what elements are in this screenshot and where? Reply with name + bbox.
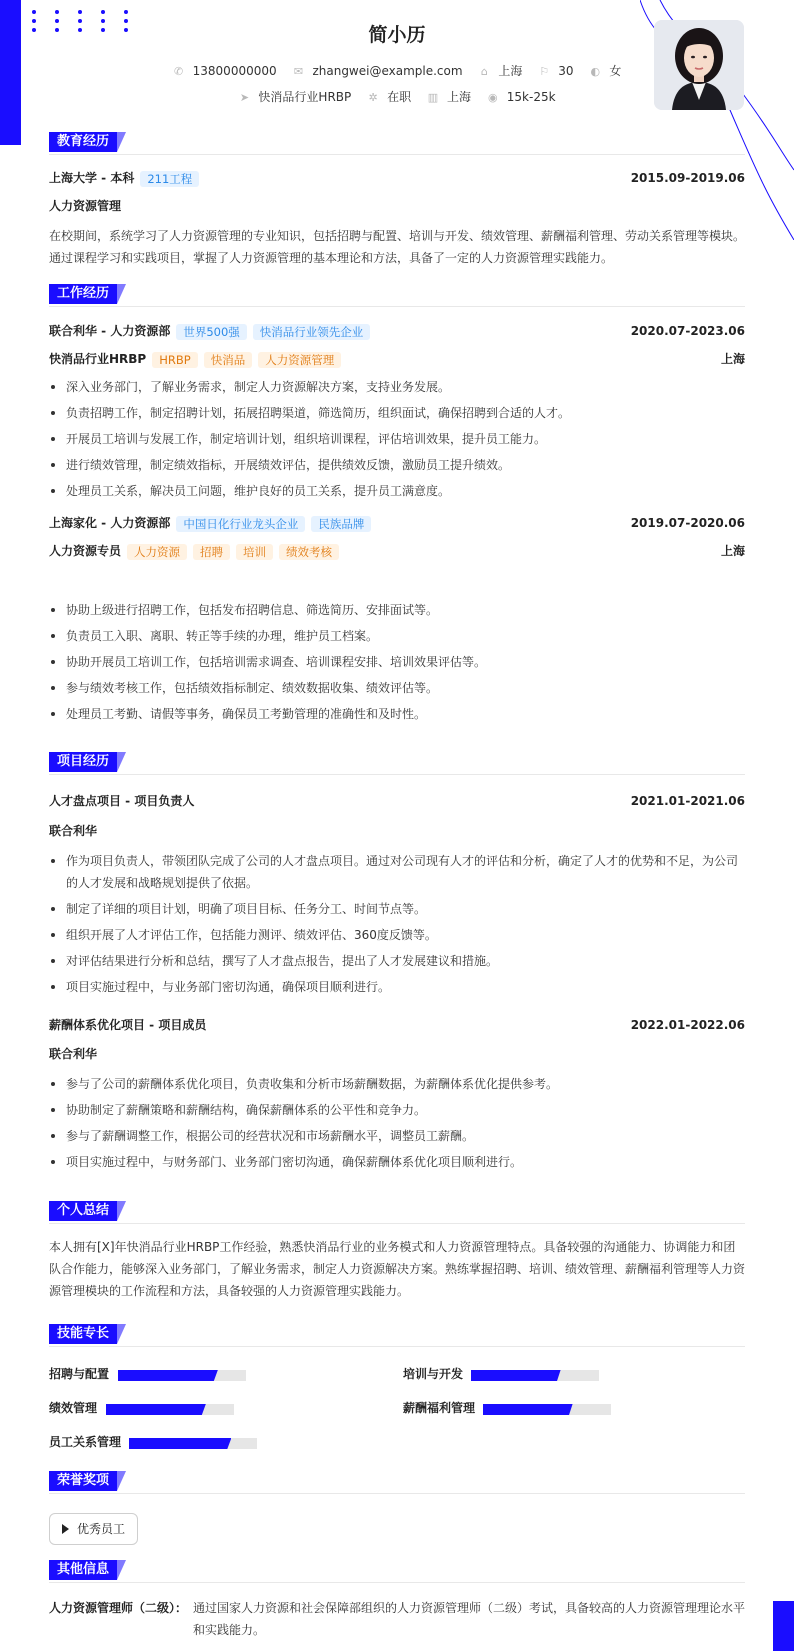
list-item: 进行绩效管理，制定绩效指标，开展绩效评估，提供绩效反馈，激励员工提升绩效。 xyxy=(49,454,745,476)
skill-bar xyxy=(118,1370,246,1381)
age-info: ⚐ 30 xyxy=(539,64,574,78)
resume-name: 简小历 xyxy=(368,24,426,46)
avatar xyxy=(654,20,744,110)
work-bullets xyxy=(49,599,745,729)
cake-icon: ⚐ xyxy=(539,65,550,78)
education-date: 2015.09-2019.06 xyxy=(630,171,745,185)
certificate-label: 人力资源管理师（二级）： xyxy=(49,1601,188,1615)
building-icon: ▥ xyxy=(427,91,439,104)
project-date: 2022.01-2022.06 xyxy=(630,1018,745,1032)
list-item: 开展员工培训与发展工作，制定培训计划，组织培训课程，评估培训效果，提升员工能力。 xyxy=(49,428,745,450)
company-tag: 快消品行业领先企业 xyxy=(253,324,371,340)
work-section-header xyxy=(49,284,745,307)
honors-section-header xyxy=(49,1471,745,1494)
decor-right-bar xyxy=(773,1601,794,1651)
work-section-title: 工作经历 xyxy=(49,284,117,304)
role-tag: 招聘 xyxy=(193,544,230,560)
honor-badge xyxy=(49,1513,138,1545)
skill-fill xyxy=(471,1370,561,1381)
work-entry-company xyxy=(49,322,745,340)
work-entry-role xyxy=(49,350,745,368)
work-entry-role xyxy=(49,542,745,560)
summary-text: 本人拥有[X]年快消品行业HRBP工作经验，熟悉快消品行业的业务模式和人力资源管理特点。具备较强的沟通能力、协调能力和团队合作能力，能够深入业务部门，了解业务需求，制定人力资源解决方案。熟练掌握招聘、培训、绩效管理、薪酬福利管理等人力资源管理模块的工作流程和方法，具备较强的人力资源管理实践能力。 xyxy=(49,1240,746,1298)
skill-bar xyxy=(471,1370,599,1381)
other-section-title: 其他信息 xyxy=(49,1560,117,1580)
role-tag: HRBP xyxy=(152,352,197,368)
gender-icon: ◐ xyxy=(590,65,601,78)
role-tag: 绩效考核 xyxy=(279,544,339,560)
project-entry-org xyxy=(49,1045,745,1063)
role-tag: 人力资源管理 xyxy=(258,352,341,368)
play-icon xyxy=(62,1524,69,1534)
project-entry-title xyxy=(49,1016,745,1034)
phone-info: ✆ 13800000000 xyxy=(174,64,277,78)
status-info: ✲ 在职 xyxy=(368,90,412,104)
project-org: 联合利华 xyxy=(49,824,98,838)
role-tag: 人力资源 xyxy=(127,544,187,560)
skill-item xyxy=(49,1434,121,1450)
company-tag: 民族品牌 xyxy=(311,516,371,532)
gear-icon: ✲ xyxy=(368,91,378,104)
summary-section-header xyxy=(49,1201,745,1224)
skill-item xyxy=(49,1400,97,1416)
honor-label: 优秀员工 xyxy=(77,1522,126,1536)
list-item: 项目实施过程中，与业务部门密切沟通，确保项目顺利进行。 xyxy=(49,976,745,998)
project-date: 2021.01-2021.06 xyxy=(630,794,745,808)
coin-icon: ◉ xyxy=(487,91,498,104)
list-item: 对评估结果进行分析和总结，撰写了人才盘点报告，提出了人才发展建议和措施。 xyxy=(49,950,745,972)
work-date: 2020.07-2023.06 xyxy=(630,324,745,338)
skill-item xyxy=(49,1366,109,1382)
other-section-header xyxy=(49,1560,745,1583)
list-item: 协助开展员工培训工作，包括培训需求调查、培训课程安排、培训效果评估等。 xyxy=(49,651,745,673)
work-entry-company xyxy=(49,514,745,532)
company-name: 联合利华 - 人力资源部 xyxy=(49,324,171,338)
list-item: 协助上级进行招聘工作，包括发布招聘信息、筛选简历、安排面试等。 xyxy=(49,599,745,621)
school-tag: 211工程 xyxy=(140,171,199,187)
major: 人力资源管理 xyxy=(49,199,122,213)
project-title: 人才盘点项目 - 项目负责人 xyxy=(49,794,195,808)
salary-info: ◉ 15k-25k xyxy=(487,90,556,104)
summary-section-title: 个人总结 xyxy=(49,1201,117,1221)
project-bullets xyxy=(49,850,745,1002)
list-item: 作为项目负责人，带领团队完成了公司的人才盘点项目。通过对公司现有人才的评估和分析，确定了人才的优势和不足，为公司的人才发展和战略规划提供了依据。 xyxy=(49,850,745,894)
skill-name: 绩效管理 xyxy=(49,1401,98,1415)
project-entry-org xyxy=(49,822,745,840)
certificate-description: 通过国家人力资源和社会保障部组织的人力资源管理师（二级）考试，具备较高的人力资源管理理论水平和实践能力。 xyxy=(193,1601,746,1637)
projects-section-header xyxy=(49,752,745,775)
skills-section-title: 技能专长 xyxy=(49,1324,117,1344)
city-info: ⌂ 上海 xyxy=(478,62,522,79)
list-item: 参与了薪酬调整工作，根据公司的经营状况和市场薪酬水平，调整员工薪酬。 xyxy=(49,1125,745,1147)
skill-fill xyxy=(118,1370,218,1381)
skill-fill xyxy=(106,1404,206,1415)
list-item: 协助制定了薪酬策略和薪酬结构，确保薪酬体系的公平性和竞争力。 xyxy=(49,1099,745,1121)
projects-section-title: 项目经历 xyxy=(49,752,117,772)
home-icon: ⌂ xyxy=(480,65,488,78)
list-item: 深入业务部门，了解业务需求，制定人力资源解决方案，支持业务发展。 xyxy=(49,376,745,398)
education-entry xyxy=(49,169,745,187)
skill-name: 培训与开发 xyxy=(403,1367,464,1381)
send-icon: ➤ xyxy=(239,91,250,104)
education-major-row xyxy=(49,197,745,215)
skill-item xyxy=(403,1366,463,1382)
skill-fill xyxy=(483,1404,573,1415)
education-description: 在校期间，系统学习了人力资源管理的专业知识，包括招聘与配置、培训与开发、绩效管理、薪酬福利管理、劳动关系管理等模块。通过课程学习和实践项目，掌握了人力资源管理的基本理论和方法，具备了一定的人力资源管理实践能力。 xyxy=(49,229,746,265)
list-item: 处理员工关系，解决员工问题，维护良好的员工关系，提升员工满意度。 xyxy=(49,480,745,502)
list-item: 负责员工入职、离职、转正等手续的办理，维护员工档案。 xyxy=(49,625,745,647)
list-item: 处理员工考勤、请假等事务，确保员工考勤管理的准确性和及时性。 xyxy=(49,703,745,725)
skill-name: 招聘与配置 xyxy=(49,1367,110,1381)
mail-icon: ✉ xyxy=(293,65,304,78)
education-section-title: 教育经历 xyxy=(49,132,117,152)
skill-name: 薪酬福利管理 xyxy=(403,1401,476,1415)
target-role-info: ➤ 快消品行业HRBP xyxy=(239,90,352,104)
list-item: 项目实施过程中，与财务部门、业务部门密切沟通，确保薪酬体系优化项目顺利进行。 xyxy=(49,1151,745,1173)
work-date: 2019.07-2020.06 xyxy=(630,516,745,530)
honors-section-title: 荣誉奖项 xyxy=(49,1471,117,1491)
company-tag: 中国日化行业龙头企业 xyxy=(176,516,305,532)
skill-bar xyxy=(106,1404,234,1415)
skill-bar xyxy=(129,1438,257,1449)
skill-bar xyxy=(483,1404,611,1415)
role-tag: 培训 xyxy=(236,544,273,560)
email-info: ✉ zhangwei@example.com xyxy=(293,64,463,78)
project-bullets xyxy=(49,1073,745,1177)
project-entry-title xyxy=(49,792,745,810)
school-name: 上海大学 - 本科 xyxy=(49,171,135,185)
list-item: 组织开展了人才评估工作，包括能力测评、绩效评估、360度反馈等。 xyxy=(49,924,745,946)
skills-section-header xyxy=(49,1324,745,1347)
work-bullets xyxy=(49,376,745,506)
work-location: 上海 xyxy=(720,544,745,558)
role-name: 快消品行业HRBP xyxy=(49,352,147,366)
project-org: 联合利华 xyxy=(49,1047,98,1061)
role-tag: 快消品 xyxy=(204,352,253,368)
skill-name: 员工关系管理 xyxy=(49,1435,122,1449)
phone-icon: ✆ xyxy=(174,65,184,78)
education-section-header xyxy=(49,132,745,155)
skill-item xyxy=(403,1400,475,1416)
work-location: 上海 xyxy=(720,352,745,366)
company-name: 上海家化 - 人力资源部 xyxy=(49,516,171,530)
company-tag: 世界500强 xyxy=(176,324,246,340)
list-item: 制定了详细的项目计划，明确了项目目标、任务分工、时间节点等。 xyxy=(49,898,745,920)
gender-info: ◐ 女 xyxy=(590,64,622,78)
list-item: 参与绩效考核工作，包括绩效指标制定、绩效数据收集、绩效评估等。 xyxy=(49,677,745,699)
list-item: 参与了公司的薪酬体系优化项目，负责收集和分析市场薪酬数据，为薪酬体系优化提供参考。 xyxy=(49,1073,745,1095)
role-name: 人力资源专员 xyxy=(49,544,122,558)
work-city-info: ▥ 上海 xyxy=(427,90,471,104)
project-title: 薪酬体系优化项目 - 项目成员 xyxy=(49,1018,207,1032)
list-item: 负责招聘工作，制定招聘计划，拓展招聘渠道，筛选简历，组织面试，确保招聘到合适的人才。 xyxy=(49,402,745,424)
skill-fill xyxy=(129,1438,231,1449)
